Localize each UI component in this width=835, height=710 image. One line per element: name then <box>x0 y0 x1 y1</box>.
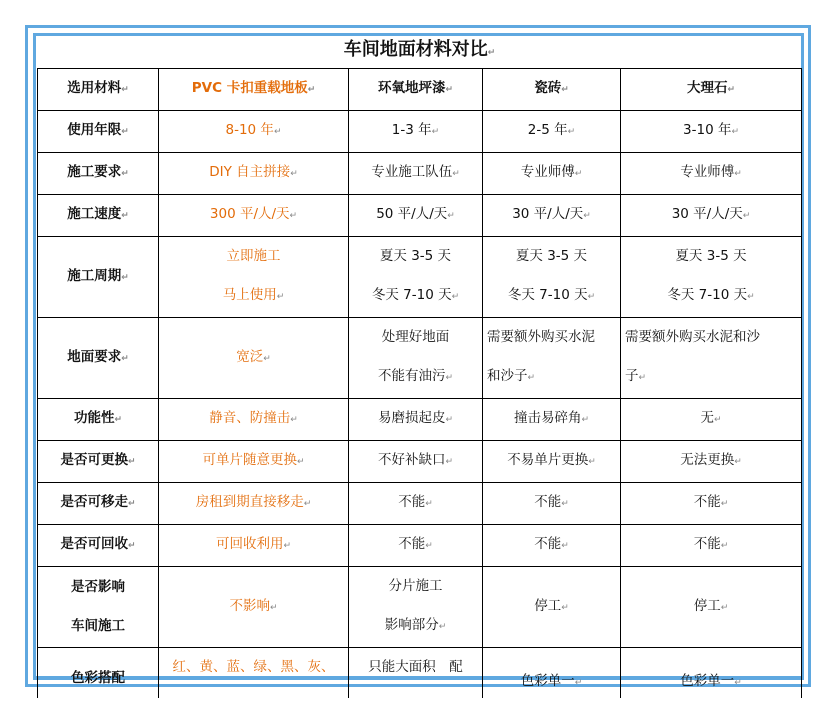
cell-text: 50 平/人/天 ↵ <box>353 195 478 236</box>
cell-text: 夏天 3-5 天 <box>675 248 747 264</box>
table-cell <box>483 399 621 441</box>
cell-text: 不能 ↵ <box>487 483 616 524</box>
cell-text: 专业师傅 ↵ <box>487 153 616 194</box>
row-label <box>38 567 159 648</box>
table-cell <box>349 399 483 441</box>
cell-text: 立即施工 <box>226 248 281 264</box>
cell-text: 夏天 3-5 天 <box>515 248 588 264</box>
cell-text: 专业师傅 ↵ <box>625 153 797 194</box>
cell-text: 8-10 年 ↵ <box>163 111 344 152</box>
row-label <box>38 237 159 318</box>
row-label-text: 是否可更换 ↵ <box>60 452 135 468</box>
row-label <box>38 525 159 567</box>
row-label <box>38 195 159 237</box>
cell-text: 处理好地面 <box>381 329 450 345</box>
table-cell <box>621 111 802 153</box>
cell-text: 3-10 年 ↵ <box>625 111 797 152</box>
cell-text: 马上使用 ↵ <box>163 276 344 317</box>
table-cell <box>621 318 802 399</box>
cell-text: DIY 自主拼接 ↵ <box>163 153 344 194</box>
row-label-text: 使用年限 ↵ <box>67 122 129 138</box>
table-cell <box>349 195 483 237</box>
row-label-text: 地面要求 ↵ <box>67 349 129 365</box>
cell-text: 不能 ↵ <box>625 525 797 566</box>
table-cell <box>621 153 802 195</box>
cell-text: 和沙子 ↵ <box>487 357 616 398</box>
table-cell <box>159 525 349 567</box>
table-row <box>38 483 802 525</box>
header-cell <box>159 69 349 111</box>
table-title <box>38 35 802 69</box>
table-cell <box>483 483 621 525</box>
header-label: PVC 卡扣重载地板 ↵ <box>192 80 316 96</box>
cell-text: 需要额外购买水泥 <box>487 329 595 345</box>
table-cell <box>159 483 349 525</box>
cell-text: 不好补缺口 ↵ <box>353 441 478 482</box>
cell-text: 静音、防撞击 ↵ <box>163 399 344 440</box>
table-cell <box>483 648 621 699</box>
table-cell <box>483 237 621 318</box>
table-row <box>38 195 802 237</box>
cell-text: 无法更换 ↵ <box>625 441 797 482</box>
table-cell <box>349 567 483 648</box>
row-label-text: 功能性 ↵ <box>74 410 122 426</box>
cell-text: 不影响 ↵ <box>163 587 344 628</box>
table-row <box>38 318 802 399</box>
cell-text: 冬天 7-10 天 ↵ <box>487 276 616 317</box>
cell-text: 30 平/人/天 ↵ <box>487 195 616 236</box>
table-cell <box>621 483 802 525</box>
table-cell <box>349 111 483 153</box>
cell-text: 不能 ↵ <box>353 483 478 524</box>
header-label: 大理石 ↵ <box>687 80 735 96</box>
table-cell <box>159 318 349 399</box>
table-cell <box>621 237 802 318</box>
table-row <box>38 237 802 318</box>
cell-text: 夏天 3-5 天 <box>379 248 452 264</box>
table-row <box>38 441 802 483</box>
table-cell <box>621 648 802 699</box>
table-cell <box>621 195 802 237</box>
row-label <box>38 648 159 699</box>
cell-text: 无 ↵ <box>625 399 797 440</box>
header-row <box>38 69 802 111</box>
title-text: 车间地面材料对比 ↵ <box>344 39 496 60</box>
comparison-table <box>37 35 802 698</box>
cell-text: 房租到期直接移走 ↵ <box>163 483 344 524</box>
cell-text: 30 平/人/天 ↵ <box>625 195 797 236</box>
row-label <box>38 318 159 399</box>
row-label <box>38 483 159 525</box>
cell-text: 停工 ↵ <box>625 587 797 628</box>
header-cell <box>349 69 483 111</box>
cell-text: 色彩单一 ↵ <box>680 673 742 689</box>
table-row <box>38 111 802 153</box>
row-label <box>38 399 159 441</box>
cell-text: 易磨损起皮 ↵ <box>353 399 478 440</box>
cell-text: 不易单片更换 ↵ <box>487 441 616 482</box>
cell-text: 红、黄、蓝、绿、黑、灰、 <box>172 659 335 675</box>
cell-text: 300 平/人/天 ↵ <box>163 195 344 236</box>
table-cell <box>621 567 802 648</box>
cell-text: 宽泛 ↵ <box>163 338 344 379</box>
table-row <box>38 567 802 648</box>
cell-text: 可单片随意更换 ↵ <box>163 441 344 482</box>
table-cell <box>349 648 483 699</box>
header-label: 瓷砖 ↵ <box>534 80 569 96</box>
table-cell <box>483 111 621 153</box>
header-cell <box>38 69 159 111</box>
cell-text: 停工 ↵ <box>487 587 616 628</box>
table-cell <box>159 567 349 648</box>
cell-text: 冬天 7-10 天 ↵ <box>625 276 797 317</box>
row-label-text: 是否可回收 ↵ <box>60 536 135 552</box>
cell-text: 不能有油污 ↵ <box>353 357 478 398</box>
row-label-text: 施工周期 ↵ <box>67 268 129 284</box>
table-cell <box>159 153 349 195</box>
cell-text: 子 ↵ <box>625 357 797 398</box>
cell-text: 可回收利用 ↵ <box>163 525 344 566</box>
row-label <box>38 153 159 195</box>
cell-text: 影响部分 ↵ <box>353 606 478 647</box>
table-cell <box>483 153 621 195</box>
cell-text: 1-3 年 ↵ <box>353 111 478 152</box>
cell-text: 撞击易碎角 ↵ <box>487 399 616 440</box>
row-label-text: 施工要求 ↵ <box>67 164 129 180</box>
table-cell <box>483 567 621 648</box>
table-row <box>38 525 802 567</box>
table-cell <box>349 441 483 483</box>
table-cell <box>159 441 349 483</box>
table-cell <box>349 237 483 318</box>
table-cell <box>621 441 802 483</box>
header-cell <box>483 69 621 111</box>
cell-text: 色彩单一 ↵ <box>521 673 583 689</box>
cell-text: 冬天 7-10 天 ↵ <box>353 276 478 317</box>
row-label-text: 色彩搭配 <box>71 670 125 686</box>
row-label <box>38 111 159 153</box>
table-cell <box>483 441 621 483</box>
table-row <box>38 399 802 441</box>
table-cell <box>621 525 802 567</box>
row-label <box>38 441 159 483</box>
table-cell <box>349 318 483 399</box>
table-cell <box>349 153 483 195</box>
table-cell <box>159 399 349 441</box>
table-cell <box>159 195 349 237</box>
cell-text: 专业施工队伍 ↵ <box>353 153 478 194</box>
cell-text: 不能 ↵ <box>625 483 797 524</box>
header-label: 选用材料 ↵ <box>67 80 129 96</box>
header-cell <box>621 69 802 111</box>
table-cell <box>483 195 621 237</box>
table-cell <box>349 525 483 567</box>
table-row <box>38 153 802 195</box>
cell-text: 分片施工 <box>388 578 443 594</box>
row-label-line: 是否影响 <box>71 579 125 595</box>
table-cell <box>159 648 349 699</box>
row-label-line: 车间施工 <box>71 618 125 634</box>
table-cell <box>349 483 483 525</box>
cell-text: 只能大面积 配 <box>368 659 463 675</box>
row-label-text: 是否可移走 ↵ <box>60 494 135 510</box>
table-cell <box>621 399 802 441</box>
table-cell <box>159 111 349 153</box>
table-cell <box>483 525 621 567</box>
table-row <box>38 648 802 699</box>
cell-text: 不能 ↵ <box>353 525 478 566</box>
cell-text: 需要额外购买水泥和沙 <box>625 329 760 345</box>
row-label-text: 施工速度 ↵ <box>67 206 129 222</box>
table-cell <box>159 237 349 318</box>
cell-text: 2-5 年 ↵ <box>487 111 616 152</box>
header-label: 环氧地坪漆 ↵ <box>378 80 453 96</box>
cell-text: 不能 ↵ <box>487 525 616 566</box>
table-cell <box>483 318 621 399</box>
